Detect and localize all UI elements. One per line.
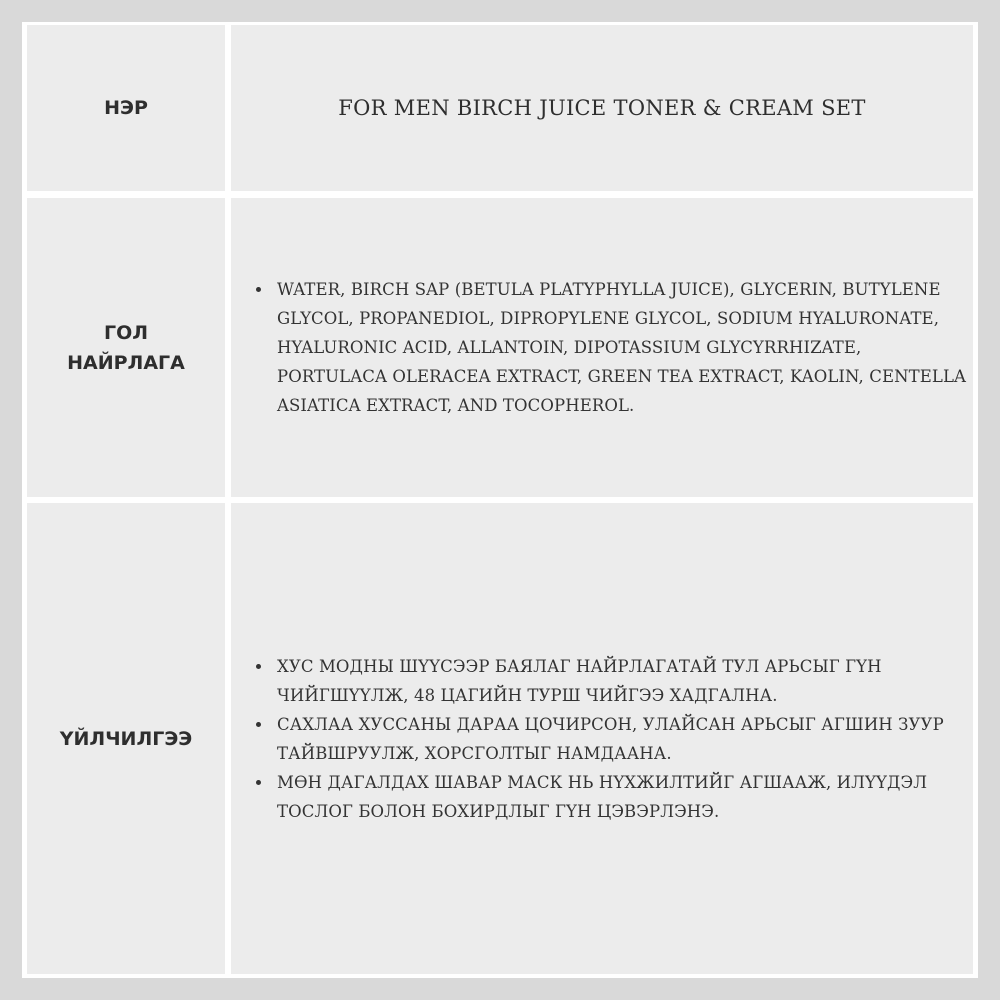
ingredients-item: WATER, BIRCH SAP (BETULA PLATYPHYLLA JUICE), GLYCERIN, BUTYLENE GLYCOL, PROPANEDIOL, DIPROPYLENE GLYCOL, SODIUM HYALURONATE, HYALURONIC ACID, ALLANTOIN, DIPOTASSIUM GLYCYRRHIZATE, PORTULACA OLERACEA EXTRACT, GREEN TEA EXTRACT, KAOLIN, CENTELLA ASIATICA EXTRACT, AND TOCOPHEROL.: [255, 275, 969, 420]
benefits-item: МӨН ДАГАЛДАХ ШАВАР МАСК НЬ НҮХЖИЛТИЙГ АГШААЖ, ИЛҮҮДЭЛ ТОСЛОГ БОЛОН БОХИРДЛЫГ ГҮН ЦЭВЭРЛЭНЭ.: [255, 768, 969, 826]
product-info-table: [22, 22, 978, 978]
name-label: НЭР: [104, 97, 148, 119]
ingredients-label-line-1: ГОЛ: [103, 321, 149, 344]
ingredients-value-cell: [231, 198, 973, 497]
name-label-cell: [27, 25, 225, 191]
benefits-label-cell: [27, 503, 225, 974]
benefits-value-cell: [231, 503, 973, 974]
benefits-item: ХУС МОДНЫ ШҮҮСЭЭР БАЯЛАГ НАЙРЛАГАТАЙ ТУЛ АРЬСЫГ ГҮН ЧИЙГШҮҮЛЖ, 48 ЦАГИЙН ТУРШ ЧИЙГЭЭ ХАДГАЛНА.: [255, 652, 969, 710]
ingredients-list: [255, 275, 969, 420]
name-value-cell: [231, 25, 973, 191]
product-name: FOR MEN BIRCH JUICE TONER & CREAM SET: [338, 96, 866, 120]
benefits-item: САХЛАА ХУССАНЫ ДАРАА ЦОЧИРСОН, УЛАЙСАН АРЬСЫГ АГШИН ЗУУР ТАЙВШРУУЛЖ, ХОРСГОЛТЫГ НАМДААНА.: [255, 710, 969, 768]
ingredients-label-cell: [27, 198, 225, 497]
benefits-list: [255, 652, 969, 826]
ingredients-label-line-2: НАЙРЛАГА: [67, 351, 185, 374]
benefits-label: ҮЙЛЧИЛГЭЭ: [59, 727, 193, 750]
